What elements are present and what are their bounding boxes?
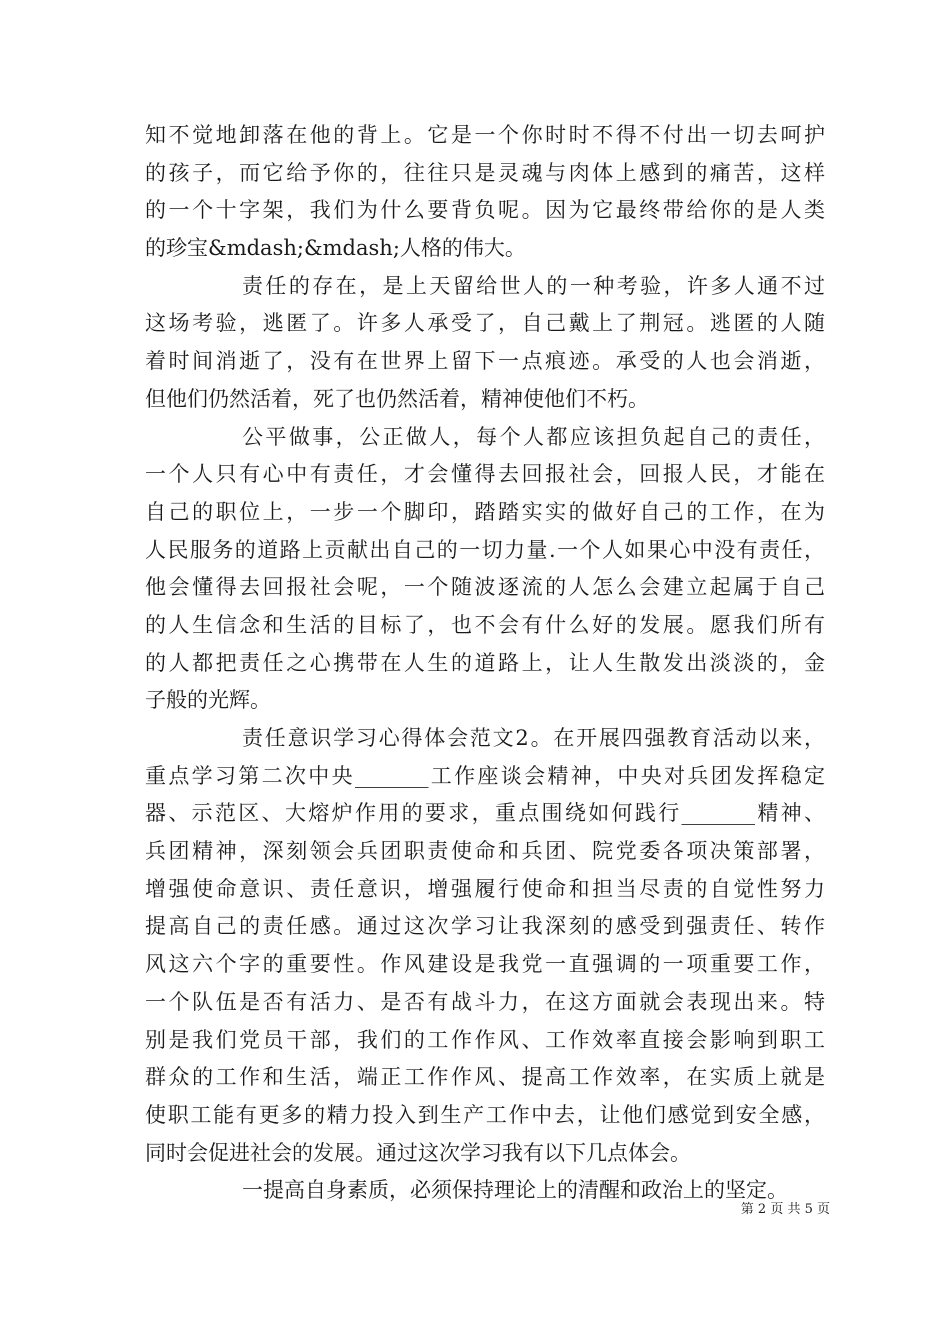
text-line: 风这六个字的重要性。作风建设是我党一直强调的一项重要工作， xyxy=(145,952,825,977)
text-line: 器、示范区、大熔炉作用的要求，重点围绕如何践行_______精神、 xyxy=(145,801,825,826)
text-line: 使职工能有更多的精力投入到生产工作中去，让他们感觉到安全感， xyxy=(145,1102,825,1127)
paragraph-sample-essay-2 xyxy=(145,720,825,1172)
text-line: 这场考验，逃匿了。许多人承受了，自己戴上了荆冠。逃匿的人随 xyxy=(145,311,825,336)
text-line: 责任的存在，是上天留给世人的一种考验，许多人通不过 xyxy=(242,273,825,298)
text-line: 子般的光辉。 xyxy=(145,688,271,713)
text-line: 的人生信念和生活的目标了，也不会有什么好的发展。愿我们所有 xyxy=(145,612,825,637)
text-line: 同时会促进社会的发展。通过这次学习我有以下几点体会。 xyxy=(145,1140,691,1165)
document-body xyxy=(145,117,825,1210)
text-line: 一个队伍是否有活力、是否有战斗力，在这方面就会表现出来。特 xyxy=(145,989,825,1014)
text-line: 他会懂得去回报社会呢，一个随波逐流的人怎么会建立起属于自己 xyxy=(145,575,825,600)
text-line: 的人都把责任之心携带在人生的道路上，让人生散发出淡淡的，金 xyxy=(145,650,825,675)
text-line: 的珍宝&mdash;&mdash;人格的伟大。 xyxy=(145,236,526,261)
text-line: 重点学习第二次中央_______工作座谈会精神，中央对兵团发挥稳定 xyxy=(145,763,825,788)
text-line: 兵团精神，深刻领会兵团职责使命和兵团、院党委各项决策部署， xyxy=(145,839,825,864)
text-line: 人民服务的道路上贡献出自己的一切力量.一个人如果心中没有责任， xyxy=(145,537,825,562)
text-line: 公平做事，公正做人，每个人都应该担负起自己的责任， xyxy=(242,424,825,449)
paragraph-responsibility-existence xyxy=(145,268,825,419)
text-line: 提高自己的责任感。通过这次学习让我深刻的感受到强责任、转作 xyxy=(145,914,825,939)
text-line: 增强使命意识、责任意识，增强履行使命和担当尽责的自觉性努力 xyxy=(145,876,825,901)
text-line: 知不觉地卸落在他的背上。它是一个你时时不得不付出一切去呵护 xyxy=(145,123,825,147)
text-line: 群众的工作和生活，端正工作作风、提高工作效率，在实质上就是 xyxy=(145,1065,825,1090)
page-number-footer: 第 2 页 共 5 页 xyxy=(740,1202,830,1217)
text-line: 但他们仍然活着，死了也仍然活着，精神使他们不朽。 xyxy=(145,386,649,411)
paragraph-continuation xyxy=(145,117,825,268)
text-line: 别是我们党员干部，我们的工作作风、工作效率直接会影响到职工 xyxy=(145,1027,825,1052)
text-line: 一个人只有心中有责任，才会懂得去回报社会，回报人民，才能在 xyxy=(145,462,825,487)
text-line: 责任意识学习心得体会范文2。在开展四强教育活动以来， xyxy=(242,726,825,750)
paragraph-fairness xyxy=(145,419,825,721)
text-line: 着时间消逝了，没有在世界上留下一点痕迹。承受的人也会消逝， xyxy=(145,349,825,374)
text-line: 自己的职位上，一步一个脚印，踏踏实实的做好自己的工作，在为 xyxy=(145,499,825,524)
text-line: 的孩子，而它给予你的，往往只是灵魂与肉体上感到的痛苦，这样 xyxy=(145,160,825,185)
text-line: 一提高自身素质，必须保持理论上的清醒和政治上的坚定。 xyxy=(242,1178,788,1203)
text-line: 的一个十字架，我们为什么要背负呢。因为它最终带给你的是人类 xyxy=(145,198,825,223)
